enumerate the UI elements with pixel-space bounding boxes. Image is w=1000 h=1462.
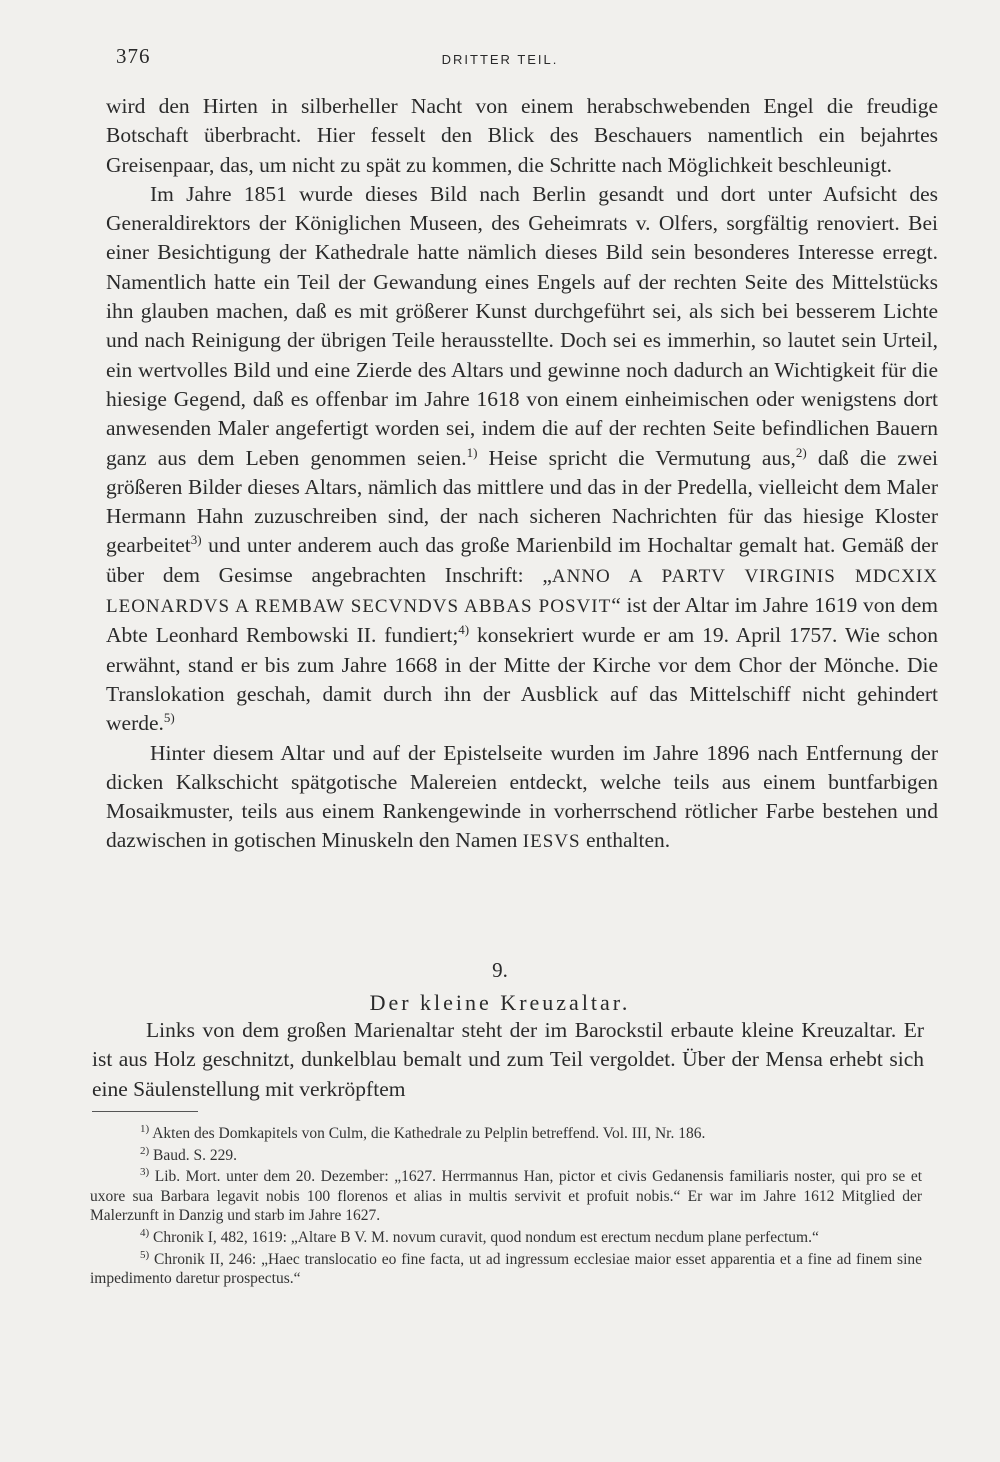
footnote-mark-1: 1) [140,1122,150,1135]
footnote-divider [92,1111,198,1112]
footnote-3 [90,1167,922,1226]
section-paragraph: Links von dem großen Marienaltar steht der im Barockstil erbaute kleine Kreuzaltar. Er ist aus Holz geschnitzt, dunkelblau bemalt und zum Teil vergoldet. Über der Mensa erhebt sich eine Säulenstellung mit verkröpftem [92,1018,924,1101]
footnote-text-2: Baud. S. 229. [153,1146,238,1164]
paragraph-2-text-e: “ ist der Altar im Jahre 1619 von dem Abte Leonhard Rembowski II. fundiert; [106,593,939,648]
footnote-5 [90,1250,922,1289]
paragraph-2-text-a: Im Jahre 1851 wurde dieses Bild nach Berlin gesandt und dort unter Aufsicht des Generaldirektors der Königlichen Museen, des Geheimrats v. Olfers, sorgfältig renoviert. Bei einer Besichtigung der Kathedrale hatte nämlich dieses Bild sein besonderes Interesse erregt. Namentlich hatte ein Teil der Gewandung eines Engels auf der rechten Seite des Mittelstücks ihn glauben machen, daß es mit größerer Kunst durchgeführt sei, als sich bei besserem Lichte und nach Reinigung der übrigen Teile herausstellte. Doch sei es immerhin, so lautet sein Urteil, ein wertvolles Bild und eine Zierde des Altars und gewinne noch dadurch an Wichtigkeit für die hiesige Gegend, daß es offenbar im Jahre 1618 von einem einheimischen oder wenigstens dort anwesenden Maler angefertigt worden sei, indem die auf der rechten Seite befindlichen Bauern ganz aus dem Leben genommen seien. [106,181,938,470]
paragraph-1: wird den Hirten in silberheller Nacht von einem herabschwebenden Engel die freudige Botschaft überbracht. Hier fesselt den Blick des Beschauers namentlich ein bejahrtes Greisenpaar, das, um nicht zu spät zu kommen, die Schritte nach Möglichkeit beschleunigt. [106,94,938,177]
page-number: 376 [116,44,151,68]
paragraph-2-text-d: und unter anderem auch das große Marienbild im Hochaltar gemalt hat. Gemäß der über dem Gesimse angebrachten Inschrift: „ [106,533,938,587]
footnote-ref-4[interactable]: 4) [458,622,470,638]
footnote-ref-1[interactable]: 1) [466,444,478,460]
section-number: 9. [492,958,508,982]
paragraph-3-text-a: Hinter diesem Altar und auf der Epistelseite wurden im Jahre 1896 nach Entfernung der dicken Kalkschicht spätgotische Malereien entdeckt, welche teils aus einem buntfarbigen Mosaikmuster, teils aus einem Rankengewinde in vorherrschend rötlicher Farbe bestehen und dazwischen in gotischen Minuskeln den Namen [106,740,938,853]
body-text [106,92,938,857]
running-head: DRITTER TEIL. [441,52,559,67]
footnote-ref-2[interactable]: 2) [795,444,807,460]
footnote-text-4: Chronik I, 482, 1619: „Altare B V. M. novum curavit, quod nondum est erectum necdum plane perfectum.“ [153,1228,819,1246]
paragraph-3 [106,739,938,857]
footnote-ref-3[interactable]: 3) [190,532,202,548]
inscription-text: ANNO A PARTV VIRGINIS MDCXIX LEONARDVS A REMBAW SECVNDVS ABBAS POSVIT [106,565,938,618]
section-body [92,1016,924,1104]
footnote-text-5: Chronik II, 246: „Haec translocatio eo fine facta, ut ad ingressum ecclesiae maior esset apparentia et a fine ad finem sine impedimento daretur prospectus.“ [90,1250,923,1288]
paragraph-2 [106,180,938,739]
paragraph-3-text-b: enthalten. [580,828,671,853]
footnote-4 [90,1228,922,1248]
paragraph-2-text-b: Heise spricht die Vermutung aus, [477,445,796,470]
iesvs-name: IESVS [522,831,581,853]
footnotes [90,1124,922,1291]
footnote-2 [90,1146,922,1166]
paragraph-2-text-f: konsekriert wurde er am 19. April 1757. Wie schon erwähnt, stand er bis zum Jahre 1668 in der Mitte der Kirche vor dem Chor der Mönche. Die Translokation geschah, damit durch ihn der Ausblick auf das Mittelschiff nicht gehindert werde. [106,623,938,736]
footnote-text-1: Akten des Domkapitels von Culm, die Kathedrale zu Pelplin betreffend. Vol. III, Nr. 186. [152,1125,706,1142]
footnote-mark-3: 3) [140,1166,150,1179]
section-title: Der kleine Kreuzaltar. [369,990,631,1015]
footnote-text-3: Lib. Mort. unter dem 20. Dezember: „1627. Herrmannus Han, pictor et civis Gedanensis familiaris noster, qui pro se et uxore sua Barbara legavit nobis 100 florenos et alias in multis servivit et profuit nobis.“ Er war im Jahre 1612 Mitglied der Malerzunft in Danzig und starb im Jahre 1627. [90,1168,923,1225]
footnote-mark-5: 5) [140,1248,150,1261]
paragraph-2-text-c: daß die zwei größeren Bilder dieses Altars, nämlich das mittlere und das in der Predella, vielleicht dem Maler Hermann Hahn zuzuschreiben sind, der nach sicheren Nachrichten für das hiesige Kloster gearbeitet [106,445,938,558]
footnote-mark-2: 2) [140,1144,150,1157]
footnote-1 [90,1124,922,1144]
footnote-mark-4: 4) [140,1226,150,1239]
footnote-ref-5[interactable]: 5) [163,710,175,726]
